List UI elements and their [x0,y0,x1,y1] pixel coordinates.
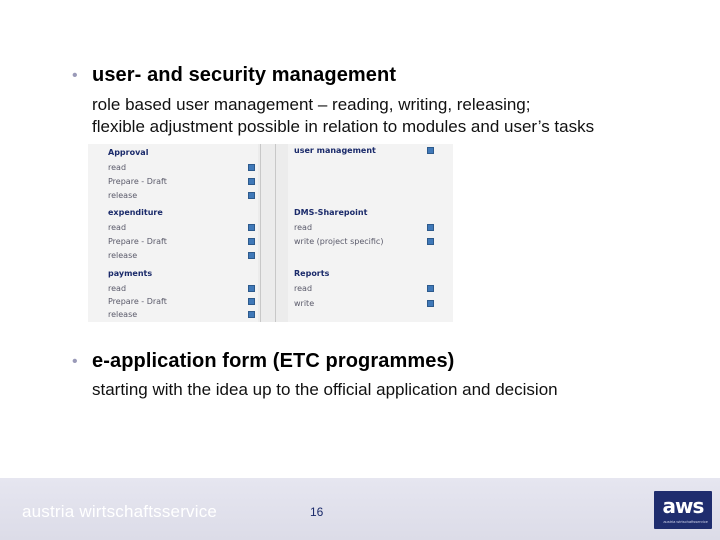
permission-group-label: DMS-Sharepoint [294,208,368,217]
permission-checkbox[interactable] [248,178,255,185]
permission-checkbox[interactable] [248,285,255,292]
permission-label: read [294,284,313,293]
column-divider [275,144,276,322]
slide-footer [0,478,720,540]
permission-checkbox[interactable] [248,224,255,231]
permission-group-label: user management [294,146,376,155]
permission-label: read [294,223,313,232]
permission-label: release [108,251,138,260]
aws-logo [654,491,712,529]
section-e-application [72,350,454,373]
permission-label: write (project specific) [294,237,384,246]
permission-label: release [108,310,138,319]
section-user-security [72,64,396,87]
permissions-screenshot [88,144,453,322]
permission-label: write [294,299,315,308]
permission-checkbox[interactable] [427,147,434,154]
footer-brand-text: austria wirtschaftsservice [22,502,218,521]
permission-label: Prepare - Draft [108,177,167,186]
logo-wordmark: aws [662,494,704,518]
section-description-line: role based user management – reading, writing, releasing; [92,95,531,114]
section-title: e-application form (ETC programmes) [92,350,455,372]
permission-checkbox[interactable] [248,192,255,199]
permission-label: Prepare - Draft [108,297,167,306]
permission-checkbox[interactable] [248,298,255,305]
permission-group-label: Reports [294,269,330,278]
permission-checkbox[interactable] [427,300,434,307]
logo-tagline: austria wirtschaftsservice [663,519,708,524]
permission-label: Prepare - Draft [108,237,167,246]
permission-checkbox[interactable] [427,224,434,231]
permission-checkbox[interactable] [248,164,255,171]
permission-label: read [108,163,127,172]
bullet-marker: • [72,66,78,84]
permission-group-label: expenditure [108,208,163,217]
page-number: 16 [310,505,324,519]
permission-group-label: payments [108,269,153,278]
section-description-line: starting with the idea up to the official application and decision [92,380,558,399]
permission-label: read [108,284,127,293]
permission-checkbox[interactable] [248,252,255,259]
section-title: user- and security management [92,64,397,86]
bullet-marker: • [72,352,78,370]
section-description-line: flexible adjustment possible in relation to modules and user’s tasks [92,117,595,136]
permission-label: release [108,191,138,200]
permission-checkbox[interactable] [427,285,434,292]
permission-checkbox[interactable] [248,311,255,318]
permission-label: read [108,223,127,232]
permission-checkbox[interactable] [248,238,255,245]
permission-group-label: Approval [108,148,149,157]
permission-checkbox[interactable] [427,238,434,245]
column-divider [260,144,261,322]
